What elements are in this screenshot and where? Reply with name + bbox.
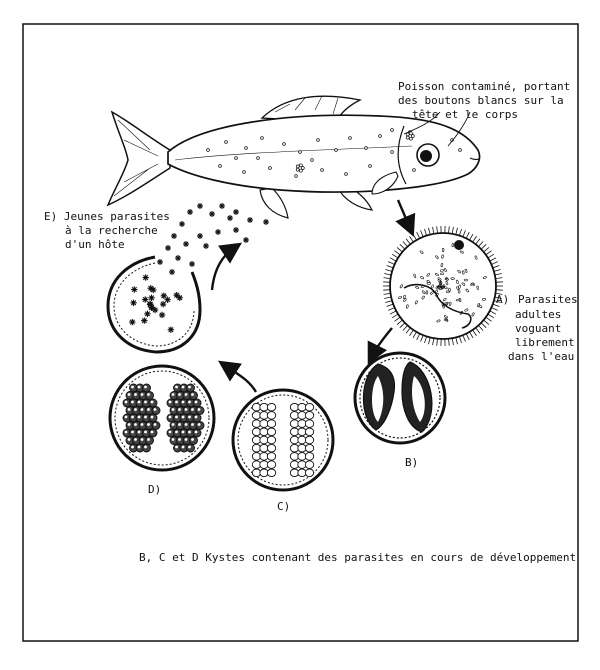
- young-parasite: [179, 221, 185, 227]
- young-parasite: [148, 295, 154, 301]
- white-spot: [391, 151, 394, 154]
- cell: [143, 444, 151, 452]
- cilium: [476, 328, 480, 334]
- cilium: [459, 336, 461, 343]
- cilium: [473, 236, 477, 242]
- white-spot: [269, 167, 272, 170]
- cilium: [388, 262, 394, 265]
- cilium: [384, 293, 391, 294]
- cilium: [384, 278, 391, 279]
- cilium: [481, 244, 486, 249]
- young-parasite: [129, 319, 135, 325]
- fish-caption-line: des boutons blancs sur la: [398, 94, 564, 107]
- cilium: [456, 337, 458, 344]
- young-parasite: [189, 261, 195, 267]
- young-parasite: [233, 209, 239, 215]
- young-parasite: [247, 217, 253, 223]
- cilium: [488, 254, 494, 258]
- stage-a-letter: A): [496, 293, 509, 306]
- cilium: [394, 317, 400, 321]
- white-spot: [245, 147, 248, 150]
- arrow-e-to-fish: [212, 248, 234, 290]
- white-spot: [349, 137, 352, 140]
- white-spot: [409, 132, 412, 135]
- stage-a-caption-line: voguant: [515, 322, 561, 335]
- cilium: [495, 274, 502, 275]
- stage-b-label: B): [405, 456, 418, 469]
- young-parasite: [149, 305, 155, 311]
- cell: [152, 407, 160, 415]
- stage-a-caption-line: librement: [515, 336, 575, 349]
- young-parasite: [168, 327, 174, 333]
- cell: [190, 437, 198, 445]
- cilium: [456, 228, 458, 235]
- young-parasite: [175, 255, 181, 261]
- stage-a-caption-line: adultes: [515, 308, 561, 321]
- young-parasite: [159, 312, 165, 318]
- cell: [190, 392, 198, 400]
- cell: [267, 469, 275, 477]
- white-spot: [369, 165, 372, 168]
- cilium: [433, 227, 434, 234]
- cell: [196, 422, 204, 430]
- cell: [146, 437, 154, 445]
- young-parasite: [150, 287, 156, 293]
- cilium: [387, 265, 394, 267]
- cilium: [463, 230, 466, 236]
- young-parasite: [144, 311, 150, 317]
- cilium: [478, 325, 483, 330]
- young-parasite: [243, 237, 249, 243]
- cilium: [449, 339, 450, 346]
- cilium: [424, 336, 426, 343]
- cilium: [397, 247, 402, 251]
- cell: [193, 399, 201, 407]
- stage-a-caption-line: dans l'eau: [508, 350, 574, 363]
- cilium: [470, 332, 474, 338]
- footer-caption: B, C et D Kystes contenant des parasites en cours de développement: [139, 551, 576, 564]
- cell: [305, 453, 313, 461]
- cell: [267, 461, 275, 469]
- cell: [152, 422, 160, 430]
- cilium: [403, 325, 408, 330]
- cilium: [491, 308, 497, 311]
- stage-d-cyst: [110, 366, 214, 470]
- cilium: [452, 338, 453, 345]
- fish-caption: [398, 80, 577, 121]
- cilium: [421, 335, 424, 341]
- white-spot: [365, 147, 368, 150]
- cell: [149, 414, 157, 422]
- white-spot: [283, 143, 286, 146]
- cell: [149, 399, 157, 407]
- young-parasite: [169, 269, 175, 275]
- young-parasite: [142, 296, 148, 302]
- cilium: [466, 232, 469, 238]
- cyst-wall: [233, 390, 333, 490]
- young-parasite: [183, 241, 189, 247]
- cilium: [390, 258, 396, 261]
- white-spot: [413, 169, 416, 172]
- stage-e-caption-line: d'un hôte: [65, 238, 125, 251]
- cell: [267, 453, 275, 461]
- cilium: [397, 320, 402, 324]
- cell: [187, 444, 195, 452]
- cell: [305, 444, 313, 452]
- young-parasite: [141, 317, 147, 323]
- white-spot: [257, 157, 260, 160]
- white-spot: [345, 173, 348, 176]
- cell: [149, 429, 157, 437]
- cilium: [388, 308, 394, 311]
- young-parasite: [197, 203, 203, 209]
- white-spot: [311, 159, 314, 162]
- cilium: [394, 251, 400, 255]
- cilium: [452, 227, 453, 234]
- stage-a-caption-line: Parasites: [518, 293, 578, 306]
- cilium: [494, 269, 501, 271]
- cilium: [433, 338, 434, 345]
- stage-e-caption-line: à la recherche: [65, 224, 158, 237]
- cilium: [421, 230, 424, 236]
- cilium: [495, 278, 502, 279]
- cell: [267, 412, 275, 420]
- cilium: [490, 258, 496, 261]
- cilium: [463, 335, 466, 341]
- cilium: [409, 330, 413, 336]
- cell: [267, 436, 275, 444]
- cilium: [466, 334, 469, 340]
- cell: [187, 384, 195, 392]
- young-parasite: [203, 243, 209, 249]
- cilium: [424, 229, 426, 236]
- cell: [305, 412, 313, 420]
- young-parasite: [263, 219, 269, 225]
- cilium: [493, 265, 500, 267]
- white-spot: [409, 137, 412, 140]
- arrow-a-to-b: [372, 328, 392, 356]
- young-parasite: [209, 211, 215, 217]
- young-parasite: [142, 274, 148, 280]
- cilium: [403, 241, 408, 246]
- cilium: [385, 269, 392, 271]
- white-spot: [317, 139, 320, 142]
- cilium: [437, 339, 438, 346]
- young-parasite: [219, 203, 225, 209]
- cilium: [470, 234, 474, 240]
- white-spot: [299, 151, 302, 154]
- cell: [305, 469, 313, 477]
- white-spot: [379, 135, 382, 138]
- cilium: [385, 301, 392, 303]
- white-spot: [235, 157, 238, 160]
- young-parasite: [215, 229, 221, 235]
- cilium: [428, 228, 430, 235]
- cilium: [486, 317, 492, 321]
- cell: [193, 414, 201, 422]
- young-parasite: [161, 293, 167, 299]
- arrow-c-to-e: [226, 366, 256, 392]
- cilium: [449, 226, 450, 233]
- white-spot: [225, 141, 228, 144]
- cilium: [484, 247, 489, 251]
- ruptured-cyst-wall: [108, 257, 200, 352]
- cilium: [478, 241, 483, 246]
- cell: [305, 436, 313, 444]
- cell: [193, 429, 201, 437]
- white-spot: [391, 129, 394, 132]
- cilium: [428, 337, 430, 344]
- young-parasite: [130, 300, 136, 306]
- cilium: [406, 239, 410, 245]
- stage-e-caption-line: E) Jeunes parasites: [44, 210, 170, 223]
- young-parasite: [197, 233, 203, 239]
- cilium: [413, 332, 417, 338]
- cell: [267, 428, 275, 436]
- white-spot: [295, 175, 298, 178]
- cilium: [384, 297, 391, 298]
- white-spot: [296, 168, 299, 171]
- white-spot: [299, 169, 302, 172]
- cilium: [488, 314, 494, 318]
- cilium: [406, 328, 410, 334]
- cilium: [486, 251, 492, 255]
- cilium: [417, 232, 420, 238]
- cell: [305, 403, 313, 411]
- white-spot: [207, 149, 210, 152]
- young-parasite: [131, 286, 137, 292]
- stage-b-cyst: [355, 353, 445, 443]
- cilium: [473, 330, 477, 336]
- cell: [143, 384, 151, 392]
- young-parasite: [233, 227, 239, 233]
- cilium: [387, 304, 394, 306]
- cell: [305, 461, 313, 469]
- fish-caption-line: Poisson contaminé, portant: [398, 80, 570, 93]
- cell: [305, 428, 313, 436]
- white-spot: [459, 149, 462, 152]
- cilium: [390, 311, 396, 314]
- young-parasite: [157, 259, 163, 265]
- young-parasite: [165, 245, 171, 251]
- cilium: [392, 314, 398, 318]
- white-spot: [406, 136, 409, 139]
- cilium: [400, 323, 405, 328]
- stage-a-adult-parasite: [383, 226, 503, 346]
- young-parasite: [227, 215, 233, 221]
- cilium: [481, 323, 486, 328]
- cilium: [484, 320, 489, 324]
- white-spot: [335, 149, 338, 152]
- young-parasite: [187, 209, 193, 215]
- fish-caption-line: tête et le corps: [412, 108, 518, 121]
- cilium: [476, 239, 480, 245]
- cell: [196, 407, 204, 415]
- fish-tail: [108, 112, 170, 205]
- cell: [267, 420, 275, 428]
- cilium: [437, 226, 438, 233]
- cell: [267, 403, 275, 411]
- cilium: [409, 236, 413, 242]
- stage-e-caption: [44, 210, 176, 251]
- cilium: [413, 234, 417, 240]
- white-spot: [219, 165, 222, 168]
- white-spot: [299, 164, 302, 167]
- stage-d-label: D): [148, 483, 161, 496]
- arrow-fish-to-a: [398, 200, 410, 228]
- white-spot: [321, 169, 324, 172]
- cell: [267, 444, 275, 452]
- cell: [146, 392, 154, 400]
- stage-a-caption: [496, 293, 584, 363]
- cilium: [400, 244, 405, 249]
- cilium: [491, 262, 497, 265]
- cell: [305, 420, 313, 428]
- anal-fin: [260, 188, 288, 218]
- young-parasite: [171, 233, 177, 239]
- young-parasite: [173, 292, 179, 298]
- stage-c-label: C): [277, 500, 290, 513]
- white-spot: [296, 165, 299, 168]
- stage-c-cyst: [233, 390, 333, 490]
- cilium: [490, 311, 496, 314]
- white-spot: [261, 137, 264, 140]
- cilium: [459, 229, 461, 236]
- cilium: [384, 274, 391, 275]
- white-spot: [243, 171, 246, 174]
- cilium: [417, 334, 420, 340]
- cilium: [392, 254, 398, 258]
